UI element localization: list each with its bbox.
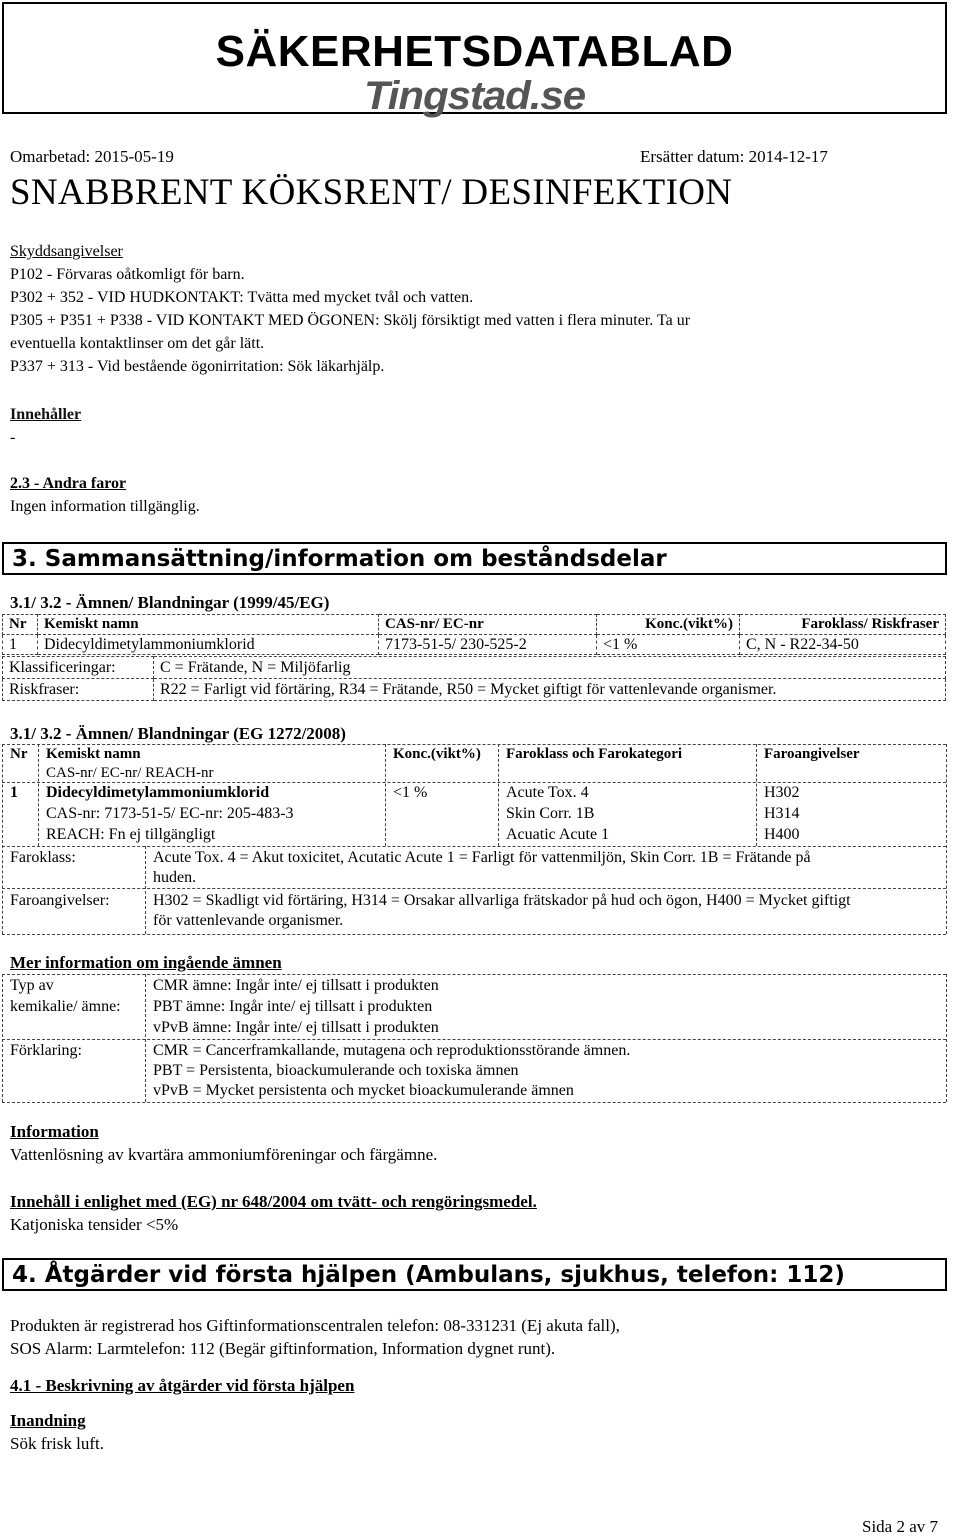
precaution-line: eventuella kontaktlinser om det går lätt.	[10, 335, 265, 352]
inhalation-text: Sök frisk luft.	[10, 1434, 104, 1453]
inhalation-heading: Inandning	[10, 1411, 86, 1430]
cell-conc: <1 %	[597, 635, 740, 655]
more-info-heading: Mer information om ingående ämnen	[10, 953, 282, 972]
information-heading: Information	[10, 1122, 99, 1141]
document-title: SÄKERHETSDATABLAD	[215, 27, 734, 76]
faroklass-label: Faroklass:	[10, 849, 76, 866]
cell-name: Didecyldimetylammoniumklorid	[38, 635, 379, 655]
cell-class: Skin Corr. 1B	[506, 805, 595, 822]
classification-table	[2, 656, 946, 701]
cell-hazard: H400	[764, 826, 800, 843]
page-number: Sida 2 av 7	[862, 1517, 939, 1536]
composition-table-1	[2, 614, 946, 655]
faroklass-text: huden.	[153, 869, 197, 886]
col-header-name: Kemiskt namn	[46, 746, 141, 762]
cell-cas: CAS-nr: 7173-51-5/ EC-nr: 205-483-3	[46, 805, 294, 822]
classifications-value: C = Frätande, N = Miljöfarlig	[154, 657, 946, 679]
faroangivelser-text: för vattenlevande organismer.	[153, 912, 344, 929]
section-4-title: 4. Åtgärder vid första hjälpen (Ambulans, sjukhus, telefon: 112)	[2, 1258, 947, 1291]
col-header-cas: CAS-nr/ EC-nr	[379, 615, 597, 635]
cell-class: Acute Tox. 4	[506, 784, 589, 801]
faroklass-text: Acute Tox. 4 = Akut toxicitet, Acutatic Acute 1 = Farligt för vattenmiljön, Skin Corr. 1B = Frätande på	[153, 849, 811, 866]
precaution-line: P305 + P351 + P338 - VID KONTAKT MED ÖGONEN: Skölj försiktigt med vatten i flera minuter. Ta ur	[10, 312, 691, 329]
cell-hazard: H302	[764, 784, 800, 801]
col-header-hazard: Faroangivelser	[764, 746, 860, 762]
replaces-date: Ersätter datum: 2014-12-17	[640, 147, 828, 166]
type-label: Typ av	[10, 977, 54, 994]
col-header-conc: Konc.(vikt%)	[393, 746, 481, 762]
registered-line: Produkten är registrerad hos Giftinformationscentralen telefon: 08-331231 (Ej akuta fall),	[10, 1316, 620, 1335]
cell-nr: 1	[3, 635, 38, 655]
document-header	[2, 2, 947, 118]
explanation-label: Förklaring:	[10, 1042, 82, 1059]
cell-cas: 7173-51-5/ 230-525-2	[379, 635, 597, 655]
cell-class: C, N - R22-34-50	[740, 635, 946, 655]
risk-phrases-value: R22 = Farligt vid förtäring, R34 = Frätande, R50 = Mycket giftigt för vattenlevande organismer.	[154, 679, 946, 701]
revised-date: Omarbetad: 2015-05-19	[10, 147, 174, 166]
contains-heading: Innehåller	[10, 406, 82, 423]
classifications-label: Klassificeringar:	[3, 657, 154, 679]
col-header-nr: Nr	[10, 746, 28, 762]
cell-reach: REACH: Fn ej tillgängligt	[46, 826, 216, 843]
col-header-sub: CAS-nr/ EC-nr/ REACH-nr	[46, 765, 214, 781]
cell-name: Didecyldimetylammoniumklorid	[46, 784, 270, 801]
faroangivelser-text: H302 = Skadligt vid förtäring, H314 = Orsakar allvarliga frätskador på hud och ögon, H400 = Mycket giftigt	[153, 892, 851, 909]
other-hazards-heading: 2.3 - Andra faror	[10, 475, 127, 492]
col-header-nr: Nr	[3, 615, 38, 635]
contains-value: -	[10, 429, 16, 446]
precautions-heading: Skyddsangivelser	[10, 243, 123, 260]
col-header-class: Faroklass/ Riskfraser	[740, 615, 946, 635]
explanation-line: PBT = Persistenta, bioackumulerande och toxiska ämnen	[153, 1062, 519, 1079]
type-line: vPvB ämne: Ingår inte/ ej tillsatt i produkten	[153, 1019, 439, 1036]
precaution-line: P102 - Förvaras oåtkomligt för barn.	[10, 266, 245, 283]
cell-conc: <1 %	[393, 784, 428, 801]
type-label: kemikalie/ ämne:	[10, 998, 121, 1015]
precaution-line: P337 + 313 - Vid bestående ögonirritation: Sök läkarhjälp.	[10, 358, 385, 375]
table1-heading: 3.1/ 3.2 - Ämnen/ Blandningar (1999/45/EG)	[10, 593, 330, 612]
registered-line: SOS Alarm: Larmtelefon: 112 (Begär giftinformation, Information dygnet runt).	[10, 1339, 556, 1358]
col-header-class: Faroklass och Farokategori	[506, 746, 683, 762]
cell-hazard: H314	[764, 805, 800, 822]
col-header-conc: Konc.(vikt%)	[597, 615, 740, 635]
precaution-line: P302 + 352 - VID HUDKONTAKT: Tvätta med mycket tvål och vatten.	[10, 289, 474, 306]
cell-class: Acuatic Acute 1	[506, 826, 610, 843]
other-hazards-text: Ingen information tillgänglig.	[10, 498, 200, 515]
detergent-text: Katjoniska tensider <5%	[10, 1215, 179, 1234]
type-line: CMR ämne: Ingår inte/ ej tillsatt i produkten	[153, 977, 439, 994]
type-line: PBT ämne: Ingår inte/ ej tillsatt i produkten	[153, 998, 433, 1015]
section-3-title: 3. Sammansättning/information om beståndsdelar	[2, 542, 947, 575]
brand-logo: Tingstad.se	[363, 74, 586, 118]
explanation-line: vPvB = Mycket persistenta och mycket bioackumulerande ämnen	[153, 1082, 574, 1099]
first-aid-subheading: 4.1 - Beskrivning av åtgärder vid första hjälpen	[10, 1376, 355, 1395]
cell-nr: 1	[10, 784, 18, 801]
faroangivelser-label: Faroangivelser:	[10, 892, 110, 909]
table2-heading: 3.1/ 3.2 - Ämnen/ Blandningar (EG 1272/2008)	[10, 724, 346, 743]
col-header-name: Kemiskt namn	[38, 615, 379, 635]
detergent-heading: Innehåll i enlighet med (EG) nr 648/2004 om tvätt- och rengöringsmedel.	[10, 1192, 537, 1211]
information-text: Vattenlösning av kvartära ammoniumföreningar och färgämne.	[10, 1145, 438, 1164]
risk-phrases-label: Riskfraser:	[3, 679, 154, 701]
product-name: SNABBRENT KÖKSRENT/ DESINFEKTION	[10, 172, 733, 213]
explanation-line: CMR = Cancerframkallande, mutagena och reproduktionsstörande ämnen.	[153, 1042, 631, 1059]
